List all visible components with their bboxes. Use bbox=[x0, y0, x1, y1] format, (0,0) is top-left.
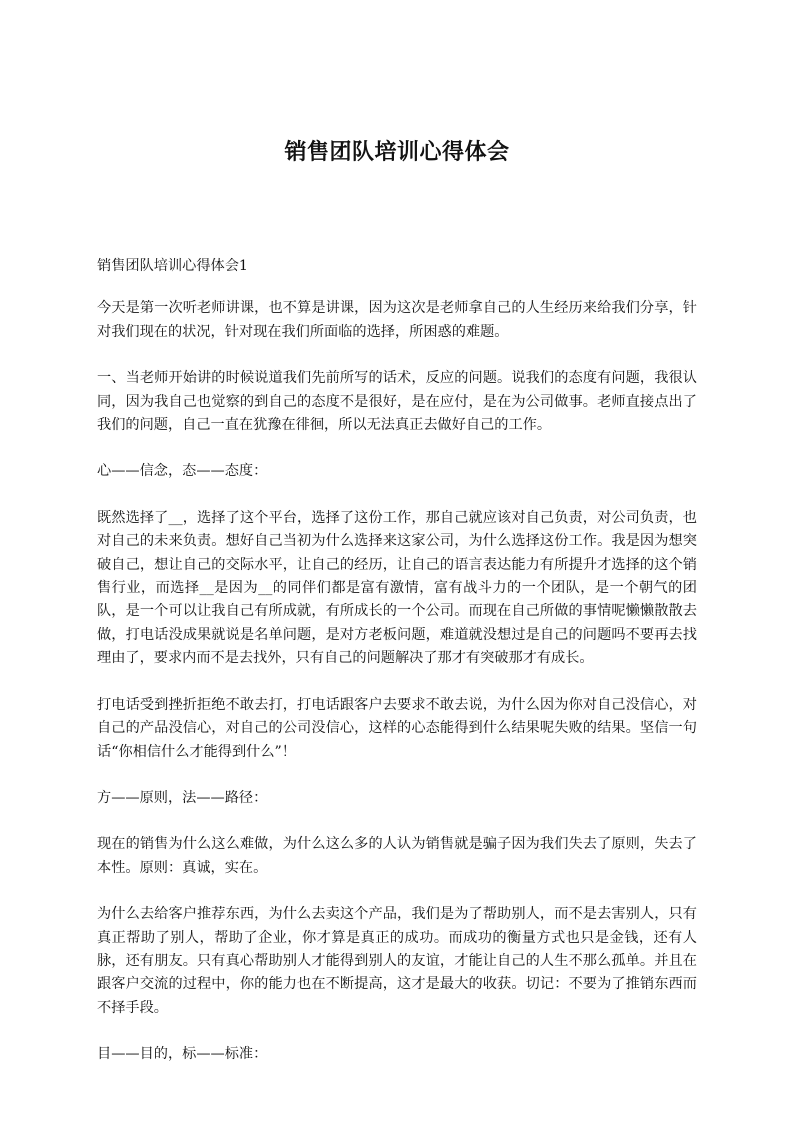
paragraph-intro: 今天是第一次听老师讲课，也不算是讲课，因为这次是老师拿自己的人生经历来给我们分享，针对我们现在的状况，针对现在我们所面临的选择，所困惑的难题。 bbox=[97, 300, 697, 340]
paragraph-point-one: 一、当老师开始讲的时候说道我们先前所写的话术，反应的问题。说我们的态度有问题，我很认同，因为我自己也觉察的到自己的态度不是很好，是在应付，是在为公司做事。老师直接点出了我们的问题，自己一直在犹豫在徘徊，所以无法真正去做好自己的工作。 bbox=[97, 370, 697, 434]
document-title: 销售团队培训心得体会 bbox=[284, 140, 510, 165]
paragraph-principle: 现在的销售为什么这么难做，为什么这么多的人认为销售就是骗子因为我们失去了原则，失去了本性。原则：真诚，实在。 bbox=[97, 836, 697, 876]
section-heading: 销售团队培训心得体会1 bbox=[97, 258, 248, 274]
paragraph-helping: 为什么去给客户推荐东西，为什么去卖这个产品，我们是为了帮助别人，而不是去害别人，只有真正帮助了别人，帮助了企业，你才算是真正的成功。而成功的衡量方式也只是金钱，还有人脉，还有朋友。只有真心帮助别人才能得到别人的友谊，才能让自己的人生不那么孤单。并且在跟客户交流的过程中，你的能力也在不断提高，这才是最大的收获。切记：不要为了推销东西而不择手段。 bbox=[97, 906, 697, 1016]
subheading-mubiao: 目——目的，标——标准： bbox=[97, 1046, 268, 1063]
subheading-fangfa: 方——原则，法——路径： bbox=[97, 789, 268, 806]
paragraph-confidence: 打电话受到挫折拒绝不敢去打，打电话跟客户去要求不敢去说，为什么因为你对自己没信心，对自己的产品没信心，对自己的公司没信心，这样的心态能得到什么结果呢失败的结果。坚信一句话“你相信什么才能得到什么”！ bbox=[97, 696, 697, 760]
document-body bbox=[97, 255, 697, 1067]
paragraph-choice: 既然选择了__，选择了这个平台，选择了这份工作，那自己就应该对自己负责，对公司负责，也对自己的未来负责。想好自己当初为什么选择来这家公司，为什么选择这份工作。我是因为想突破自己，想让自己的交际水平，让自己的经历，让自己的语言表达能力有所提升才选择的这个销售行业，而选择__是因为__的同伴们都是富有激情，富有战斗力的一个团队，是一个朝气的团队，是一个可以让我自己有所成就，有所成长的一个公司。而现在自己所做的事情呢懒懒散散去做，打电话没成果就说是名单问题，是对方老板问题，难道就没想过是自己的问题吗不要再去找理由了，要求内而不是去找外，只有自己的问题解决了那才有突破那才有成长。 bbox=[97, 509, 697, 667]
subheading-xintai: 心——信念，态——态度： bbox=[97, 463, 268, 480]
